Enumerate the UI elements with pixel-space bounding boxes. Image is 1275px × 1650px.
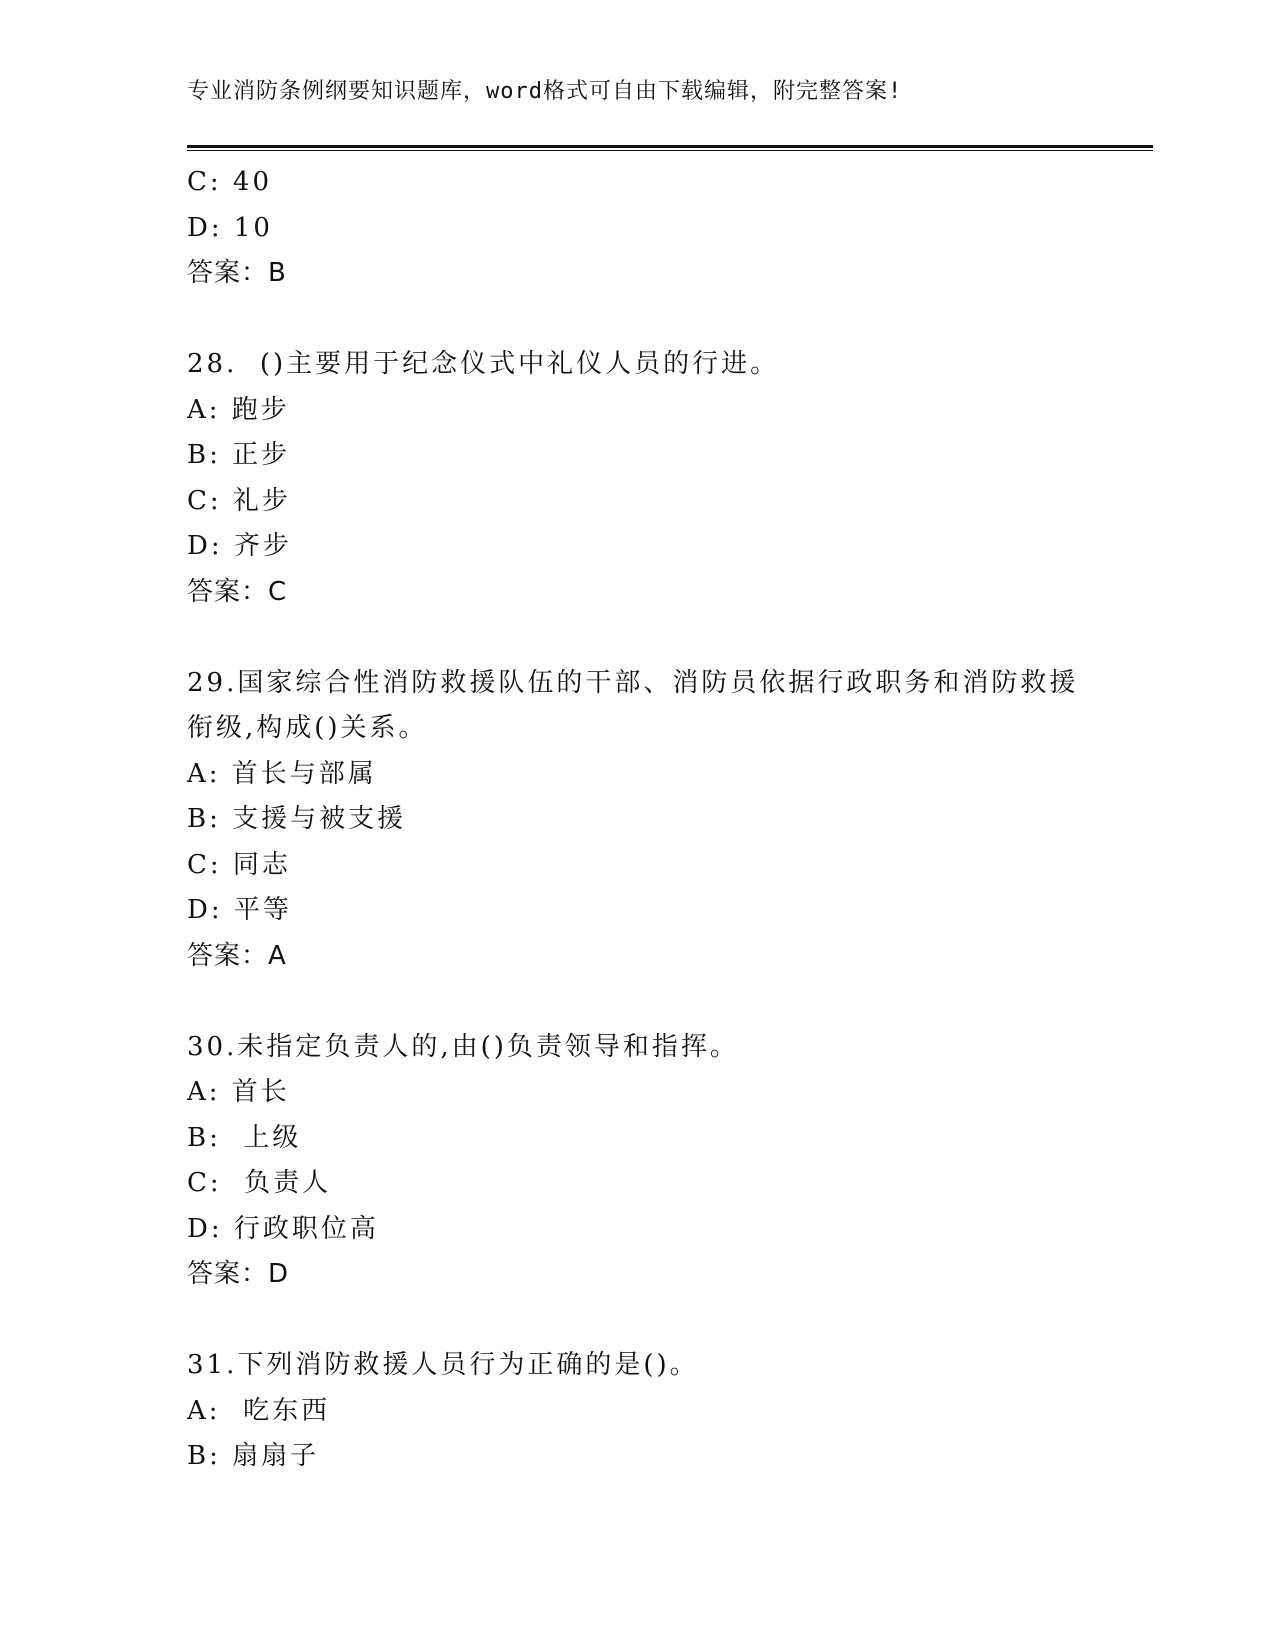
option-d: D: 平等	[187, 895, 292, 925]
option-c: C: 礼步	[187, 485, 291, 516]
option-c: C: 40	[187, 167, 273, 197]
question-text: 31.下列消防救援人员行为正确的是()。	[187, 1350, 699, 1380]
option-b: B: 扇扇子	[187, 1441, 320, 1471]
option-c: C: 负责人	[187, 1168, 332, 1198]
option-c: C: 同志	[187, 849, 291, 880]
spacer	[187, 979, 1153, 1025]
option-b: B: 正步	[187, 440, 291, 470]
answer-line: 答案：B	[187, 258, 287, 288]
option-d: D: 齐步	[187, 531, 292, 561]
answer-line: 答案：C	[187, 576, 288, 607]
question-text: 29.国家综合性消防救援队伍的干部、消防员依据行政职务和消防救援	[187, 667, 1079, 698]
option-d: D: 10	[187, 212, 273, 243]
header-divider	[187, 145, 1153, 151]
spacer	[187, 297, 1153, 343]
option-a: A: 首长与部属	[187, 758, 377, 789]
option-a: A: 跑步	[187, 394, 290, 425]
document-header: 专业消防条例纲要知识题库，word格式可自由下载编辑，附完整答案!	[187, 79, 903, 104]
question-text: 30.未指定负责人的,由()负责领导和指挥。	[187, 1031, 739, 1062]
option-b: B: 上级	[187, 1122, 302, 1153]
option-d: D: 行政职位高	[187, 1213, 379, 1244]
question-list	[187, 160, 1153, 1480]
option-a: A: 首长	[187, 1077, 290, 1107]
question-text-continued: 衔级,构成()关系。	[187, 713, 428, 743]
answer-line: 答案：A	[187, 940, 287, 971]
option-b: B: 支援与被支援	[187, 804, 407, 834]
answer-line: 答案：D	[187, 1259, 290, 1289]
spacer	[187, 615, 1153, 661]
question-text: 28. ()主要用于纪念仪式中礼仪人员的行进。	[187, 349, 780, 379]
spacer	[187, 1298, 1153, 1344]
option-a: A: 吃东西	[187, 1395, 331, 1426]
